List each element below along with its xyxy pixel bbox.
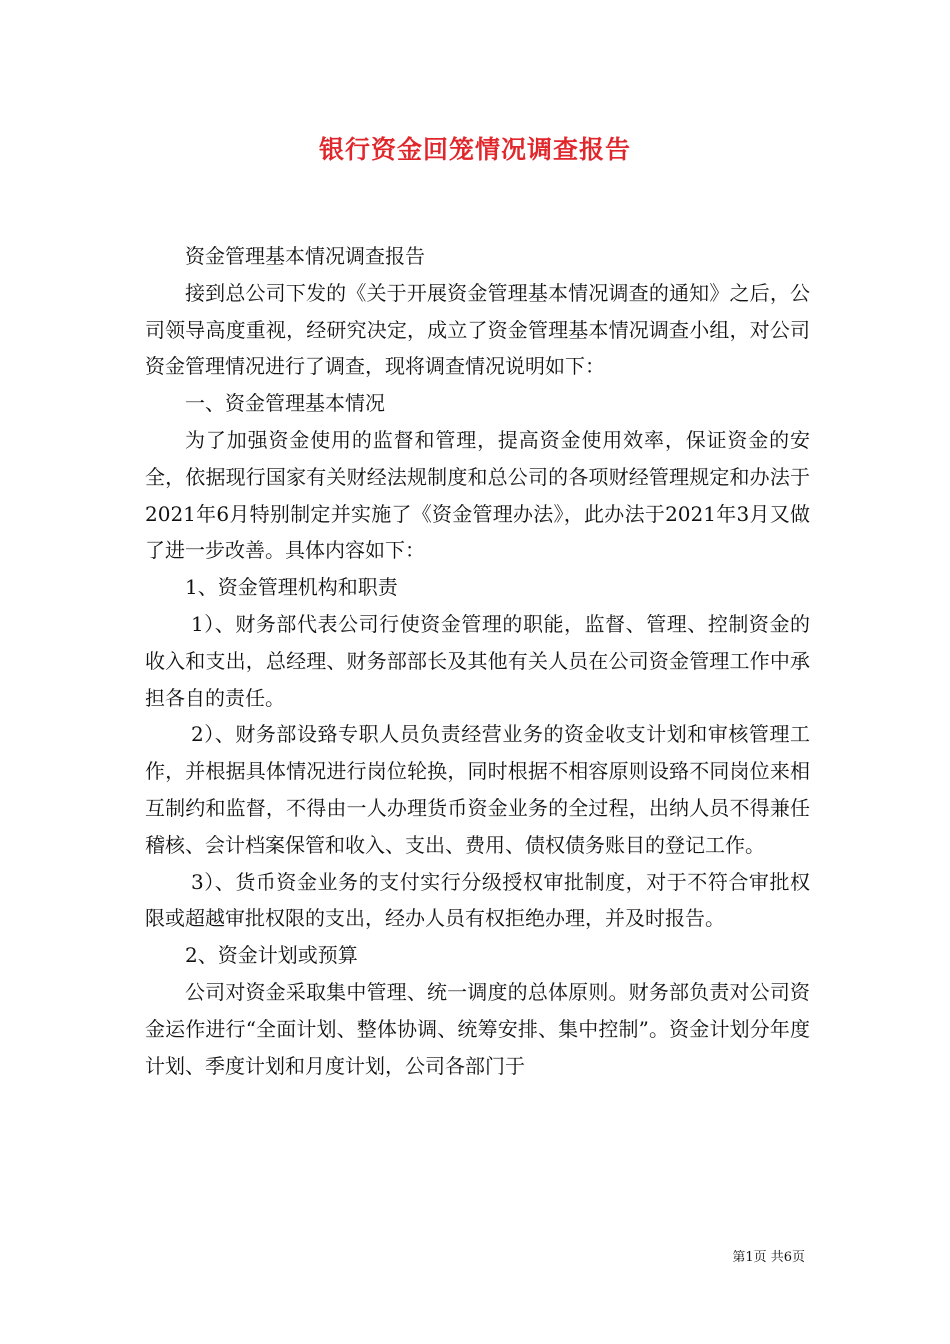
document-body bbox=[145, 238, 810, 1084]
section-heading: 1、资金管理机构和职责 bbox=[185, 575, 398, 600]
section-heading: 2、资金计划或预算 bbox=[185, 943, 358, 968]
paragraph: 为了加强资金使用的监督和管理，提高资金使用效率，保证资金的安全，依据现行国家有关财经法规制度和总公司的各项财经管理规定和办法于2021年6月特别制定并实施了《资金管理办法》，此办法于2021年3月又做了进一步改善。具体内容如下： bbox=[145, 427, 810, 563]
page-number: 第1页 共6页 bbox=[732, 1250, 805, 1265]
paragraph: 接到总公司下发的《关于开展资金管理基本情况调查的通知》之后，公司领导高度重视，经研究决定，成立了资金管理基本情况调查小组，对公司资金管理情况进行了调查，现将调查情况说明如下： bbox=[145, 280, 810, 379]
paragraph: 资金管理基本情况调查报告 bbox=[185, 244, 425, 268]
section-heading: 一、资金管理基本情况 bbox=[185, 391, 385, 416]
document-title: 银行资金回笼情况调查报告 bbox=[318, 135, 631, 164]
paragraph: 1）、财务部代表公司行使资金管理的职能，监督、管理、控制资金的收入和支出，总经理、财务部部长及其他有关人员在公司资金管理工作中承担各自的责任。 bbox=[145, 611, 810, 710]
paragraph: 公司对资金采取集中管理、统一调度的总体原则。财务部负责对公司资金运作进行“全面计划、整体协调、统筹安排、集中控制”。资金计划分年度计划、季度计划和月度计划，公司各部门于 bbox=[145, 979, 810, 1078]
paragraph: 3）、货币资金业务的支付实行分级授权审批制度，对于不符合审批权限或超越审批权限的支出，经办人员有权拒绝办理，并及时报告。 bbox=[145, 869, 810, 931]
paragraph: 2）、财务部设臵专职人员负责经营业务的资金收支计划和审核管理工作，并根据具体情况进行岗位轮换，同时根据不相容原则设臵不同岗位来相互制约和监督，不得由一人办理货币资金业务的全过程，出纳人员不得兼任稽核、会计档案保管和收入、支出、费用、债权债务账目的登记工作。 bbox=[145, 722, 810, 857]
